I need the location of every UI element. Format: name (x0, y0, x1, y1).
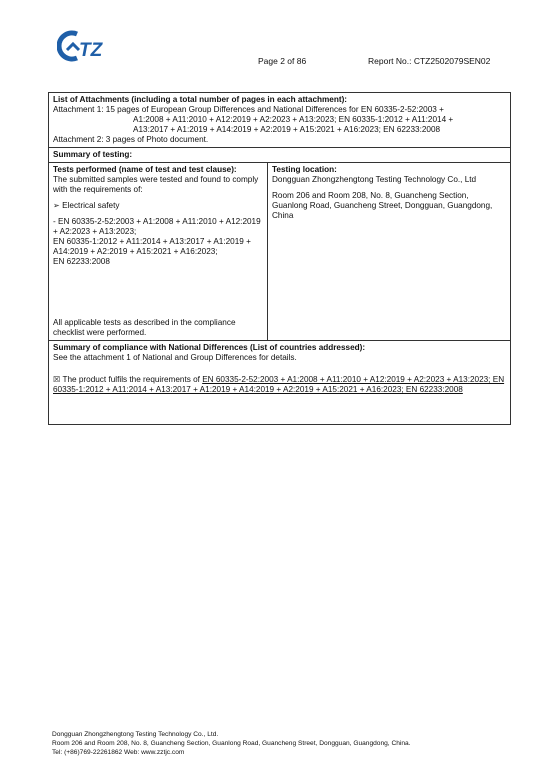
checked-checkbox: ☒ (53, 375, 61, 384)
tests-performed-cell (49, 163, 268, 340)
tests-location-row (49, 163, 510, 341)
attachment-1-line1: Attachment 1: 15 pages of European Group Differences and National Differences for EN 60335-2-52:2003 + (53, 105, 444, 114)
location-address: Room 206 and Room 208, No. 8, Guancheng Section, Guanlong Road, Guancheng Street, Dongguan, Guangdong, China (272, 191, 493, 220)
compliance-section (49, 341, 510, 424)
standard-line-1: - EN 60335-2-52:2003 + A1:2008 + A11:2010 + A12:2019 + A2:2023 + A13:2023; (53, 217, 261, 236)
report-table (48, 92, 511, 425)
fulfil-standards: EN 60335-2-52:2003 + A1:2008 + A11:2010 + A12:2019 + A2:2023 + A13:2023; EN 60335-1:2012 + A11:2014 + A13:2017 + A1:2019 + A14:2019 + A2:2019 + A15:2021 + A16:2023; EN 62233:2008 (53, 375, 505, 394)
footer-contact: Tel: (+86)769-22261862 Web: www.zztjc.com (52, 749, 185, 756)
summary-heading: Summary of testing: (49, 148, 510, 163)
standard-line-2: EN 60335-1:2012 + A11:2014 + A13:2017 + A1:2019 + A14:2019 + A2:2019 + A15:2021 + A16:2023; (53, 237, 251, 256)
testing-location-cell (268, 163, 510, 340)
location-name: Dongguan Zhongzhengtong Testing Technology Co., Ltd (272, 175, 477, 184)
svg-text:TZ: TZ (79, 40, 103, 61)
location-heading: Testing location: (272, 165, 337, 174)
tests-heading: Tests performed (name of test and test clause): (53, 165, 237, 174)
tests-note: All applicable tests as described in the compliance checklist were performed. (53, 318, 236, 337)
fulfil-prefix: The product fulfils the requirements of (62, 375, 203, 384)
electrical-safety-item: ➢ Electrical safety (53, 201, 120, 210)
ctz-logo (57, 28, 117, 64)
attachment-2: Attachment 2: 3 pages of Photo document. (53, 135, 209, 144)
page-footer (52, 730, 411, 757)
footer-address: Room 206 and Room 208, No. 8, Guancheng Section, Guanlong Road, Guancheng Street, Dongguan, Guangdong, China. (52, 740, 411, 747)
attachments-section (49, 93, 510, 148)
compliance-text: See the attachment 1 of National and Group Differences for details. (53, 353, 297, 362)
attachments-heading: List of Attachments (including a total number of pages in each attachment): (53, 95, 348, 104)
report-number: Report No.: CTZ2502079SEN02 (368, 56, 491, 66)
page-number: Page 2 of 86 (258, 56, 307, 66)
attachment-1-line2: A1:2008 + A11:2010 + A12:2019 + A2:2023 + A13:2023; EN 60335-1:2012 + A11:2014 + (133, 115, 454, 124)
tests-intro: The submitted samples were tested and found to comply with the requirements of: (53, 175, 259, 194)
compliance-heading: Summary of compliance with National Differences (List of countries addressed): (53, 343, 366, 352)
fulfil-statement (53, 375, 506, 395)
footer-company: Dongguan Zhongzhengtong Testing Technology Co., Ltd. (52, 731, 219, 738)
standard-line-3: EN 62233:2008 (53, 257, 110, 266)
attachment-1-line3: A13:2017 + A1:2019 + A14:2019 + A2:2019 + A15:2021 + A16:2023; EN 62233:2008 (133, 125, 441, 134)
